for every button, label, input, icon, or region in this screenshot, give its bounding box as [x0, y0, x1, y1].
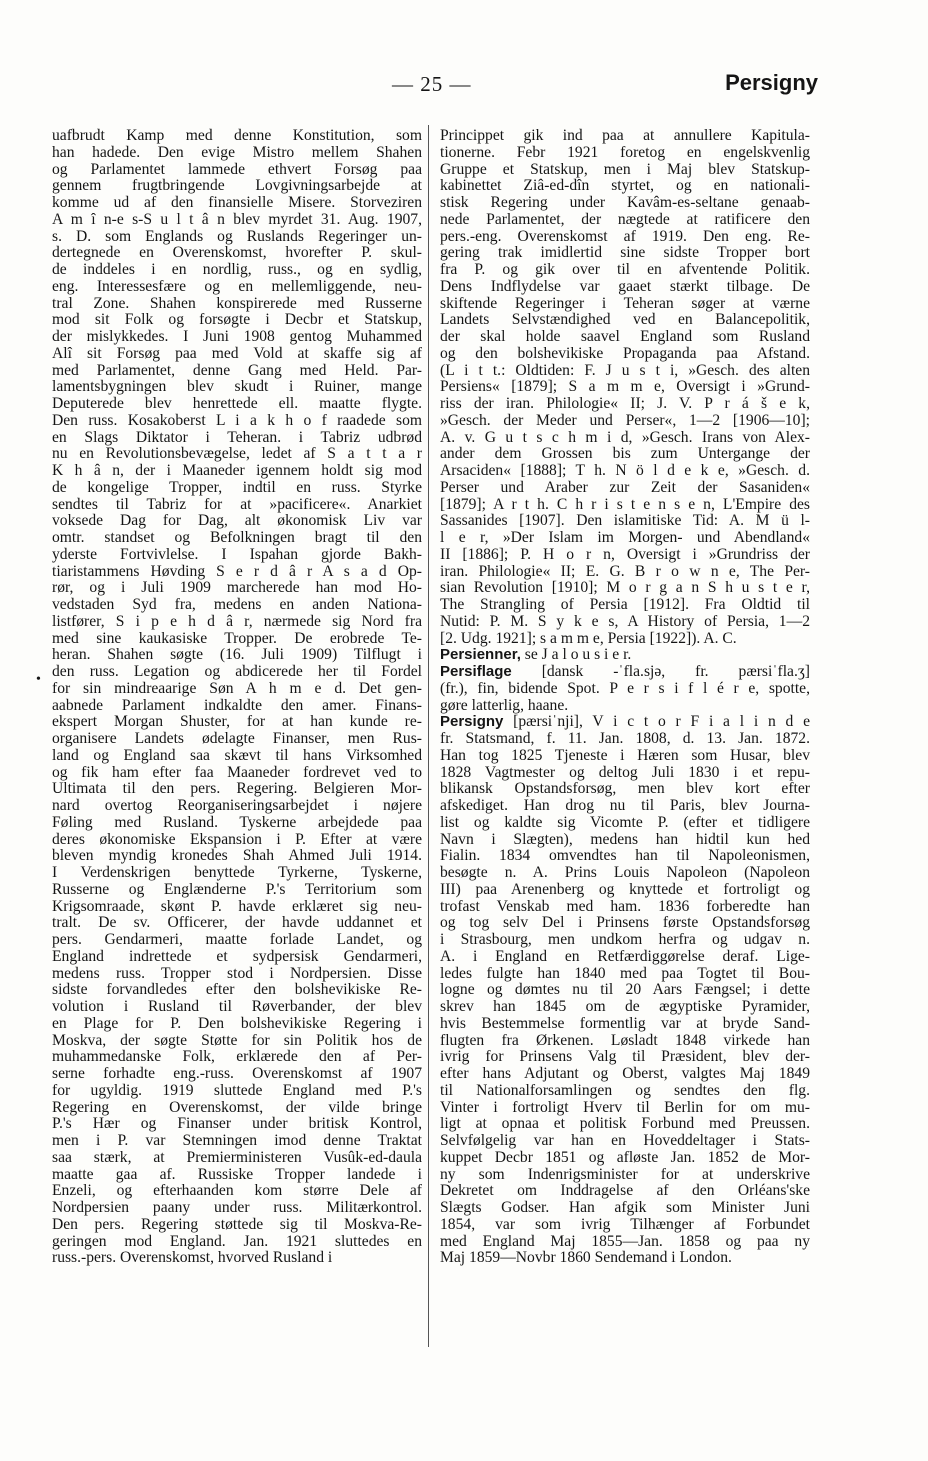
text-line: Nutid: P. M. S y k e s, A History of Persia, 1—2: [440, 612, 810, 630]
right-column: [440, 128, 810, 1267]
text-line: organisere Landets ødelagte Finanser, men Rus-: [52, 730, 422, 747]
text-line: saa stærk, at Premierministeren Vusûk-ed-daula: [52, 1148, 422, 1166]
text-line: Deputerede blev henrettede ell. maatte flygte.: [52, 395, 422, 412]
text-line: vedstaden Syd fra, medens en anden Nationa-: [52, 596, 422, 613]
text-line: en Plage for P. Den bolshevikiske Regering i: [52, 1014, 422, 1032]
text-line: til Nationalforsamlingen og sendtes den flg.: [440, 1081, 810, 1099]
left-column: [52, 128, 422, 1267]
text-line: A. i England en Retfærdiggørelse deraf. Lige-: [440, 947, 810, 965]
text-line: tiaristammens Høvding S e r d â r A s a d Op-: [52, 562, 422, 580]
text-line: yderste Fortvivlelse. I Ispahan gjorde Bakh-: [52, 545, 422, 563]
text-line: Selvfølgelig var han en Hoveddeltager i Stats-: [440, 1132, 810, 1149]
text-line: fr. Statsmand, f. 11. Jan. 1808, d. 13. Jan. 1872.: [440, 730, 810, 747]
text-line: medens russ. Tropper stod i Nordpersien. Disse: [52, 964, 422, 982]
text-line: tionerne. Febr 1921 foretog en engelskvenlig: [440, 143, 810, 161]
text-line: der skal holde saavel England som Rusland: [440, 328, 810, 345]
text-line: Sassanides [1907]. Den islamitiske Tid: A. M ü l-: [440, 512, 810, 530]
text-line: de inddeles i en nordlig, russ., og en sydlig,: [52, 261, 422, 278]
text-line: volution i Rusland til Røverbander, der blev: [52, 998, 422, 1015]
text-line: The Strangling of Persia [1912]. Fra Oldtid til: [440, 596, 810, 613]
text-line: Ultimata til den pers. Regering. Belgieren Mor-: [52, 780, 422, 798]
text-line: med Parlamentet, denne Gang med Held. Par-: [52, 361, 422, 379]
text-line: Arsaciden« [1888]; T h. N ö l d e k e, »Gesch. d.: [440, 462, 810, 479]
text-line: afskediget. Han drog nu til Paris, blev Journa-: [440, 797, 810, 814]
text-line: nede Parlamentet, der nægtede at ratificere den: [440, 210, 810, 228]
text-line: gering trak imidlertid sine sidste Tropper bort: [440, 244, 810, 262]
page-number: — 25 —: [392, 72, 472, 96]
entry-persienner: [440, 647, 810, 664]
text-line: for ugyldig. 1919 sluttede England med P.'s: [52, 1081, 422, 1099]
text-line: Princippet gik ind paa at annullere Kapitula-: [440, 127, 810, 144]
text-line: 1828 Vagtmester og deltog Juli 1830 i et repu-: [440, 763, 810, 781]
text-line: lamentsbygningen blev skudt i Ruiner, mange: [52, 378, 422, 396]
text-line: II [1886]; P. H o r n, Oversigt i »Grundriss der: [440, 545, 810, 563]
text-line: en Slags Diktator i Teheran. i Tabriz udbrød: [52, 428, 422, 446]
text-line: Perser und Araber zur Zeit der Sasaniden«: [440, 478, 810, 496]
text-line: rør, og i Juli 1909 marcherede han mod Ho-: [52, 579, 422, 597]
text-line: de kongelige Tropper, indtil en russ. Styrke: [52, 478, 422, 496]
text-line: ledes fulgte han 1840 med paa Togtet til Bou-: [440, 964, 810, 982]
page-header: [52, 70, 818, 102]
text-line: A m î n-e s-S u l t â n blev myrdet 31. Aug. 1907,: [52, 210, 422, 228]
text-line: stisk Regering under Kavâm-es-seltane genaab-: [440, 194, 810, 211]
text-line: K h â n, der i Maaneder igennem holdt sig mod: [52, 462, 422, 479]
text-line: pers.-eng. Overenskomst af 1919. Den eng. Re-: [440, 227, 810, 245]
text-line: omtr. standset og Befolkningen bragt til den: [52, 529, 422, 546]
text-line: Navn i Slægten), medens han hidtil kun hed: [440, 830, 810, 848]
text-line: Den russ. Kosakoberst L i a k h o f raadede som: [52, 411, 422, 429]
entry-persigny: [440, 714, 810, 731]
column-divider: [428, 125, 429, 1347]
text-line: gøre latterlig, haane.: [440, 696, 569, 714]
margin-mark: •: [36, 672, 41, 687]
text-line: s. D. som Englands og Ruslands Regeringer un-: [52, 227, 422, 245]
text-line: Alî sit Forsøg paa med Vold at skaffe sig af: [52, 344, 422, 362]
text-line: sian Revolution [1910]; M o r g a n S h u s t e r,: [440, 579, 810, 597]
text-line: kuppet Decbr 1851 og afløste Jan. 1852 de Mor-: [440, 1148, 810, 1166]
text-line: der mislykkedes. I Juni 1908 gentog Muhammed: [52, 328, 422, 345]
text-line: muhammedanske Folk, erklærede den af Per-: [52, 1048, 422, 1066]
headword-persienner: Persienner,: [440, 646, 521, 664]
text-line: hvis Bestemmelse formentlig var at bryde Sand-: [440, 1014, 810, 1032]
text-line: Persiens« [1879]; S a m m e, Oversigt i »Grund-: [440, 378, 810, 396]
text-line: Enzeli, og efterhaanden kom større Dele af: [52, 1182, 422, 1200]
text-line: skiftende Regeringer i Teheran søger at værne: [440, 294, 810, 312]
text-line: russ.-pers. Overenskomst, hvorved Rusland i: [52, 1249, 333, 1267]
entry-persiflage: [440, 664, 810, 681]
text-line: nu en Revolutionsbevægelse, ledet af S a t t a r: [52, 445, 422, 463]
text-line: maatte gaa af. Russiske Tropper landede i: [52, 1165, 422, 1183]
text-line: iran. Philologie« II; E. G. B r o w n e, The Per-: [440, 562, 810, 580]
text-line: tral Zone. Shahen konspirerede med Russerne: [52, 294, 422, 312]
text-line: Vinter i fortroligt Hverv til Berlin for om mu-: [440, 1098, 810, 1116]
text-line: A. v. G u t s c h m i d, »Gesch. Irans von Alex-: [440, 428, 810, 446]
text-line: listfører, S i p e h d â r, nærmede sig Nord fra: [52, 612, 422, 630]
headword-persiflage: Persiflage: [440, 663, 512, 680]
text-line: geringen mod England. Jan. 1921 sluttedes en: [52, 1232, 422, 1250]
text-line: Dekretet om Inddragelse af den Orléans'ske: [440, 1182, 810, 1200]
text-line: III) paa Arenenberg og knyttede et fortroligt og: [440, 880, 810, 898]
text-line: blikansk Opstandsforsøg, men blev kort efter: [440, 780, 810, 798]
text-line: Russerne og Englænderne P.'s Territorium som: [52, 880, 422, 898]
text-line: for sin mindreaarige Søn A h m e d. Det gen-: [52, 679, 422, 697]
text-line: flugten fra Ørkenen. Løsladt 1848 virkede han: [440, 1031, 810, 1049]
text-line: og fik ham efter faa Maaneder fordrevet ved to: [52, 763, 422, 781]
running-head: Persigny: [725, 70, 818, 95]
text-line: med England Maj 1855—Jan. 1858 og paa ny: [440, 1232, 810, 1250]
text-line: kabinettet Ziâ-ed-dîn styrtet, og en nationali-: [440, 177, 810, 195]
text-line: [2. Udg. 1921]; s a m m e, Persia [1922]). A. C.: [440, 629, 737, 647]
text-line: voksede Dag for Dag, alt økonomisk Liv var: [52, 512, 422, 530]
text-line: fra P. og gik over til en afventende Politik.: [440, 261, 810, 278]
text-line: og Parlamentet lammede ethvert Forsøg paa: [52, 160, 422, 178]
text-line: pers. Gendarmeri, maatte forlade Landet, og: [52, 931, 422, 948]
text-line: Fialin. 1834 omvendtes han til Napoleonismen,: [440, 847, 810, 865]
text-line: Nordpersien paany under russ. Militærkontrol.: [52, 1199, 422, 1216]
text-line: trofast Venskab med ham. 1836 forberedte han: [440, 897, 810, 915]
text-line: Den pers. Regering støttede sig til Moskva-Re-: [52, 1215, 422, 1233]
text-line: ny som Indenrigsminister for at underskrive: [440, 1165, 810, 1183]
text-line: den russ. Legation og abdicerede her til Fordel: [52, 663, 422, 680]
text-line: uafbrudt Kamp med denne Konstitution, som: [52, 127, 422, 144]
text-line: (L i t t.: Oldtiden: F. J u s t i, »Gesch. des alten: [440, 361, 810, 379]
entry-text: [dansk -ˈfla.sjə, fr. pærsiˈfla.ʒ]: [511, 663, 810, 680]
text-line: 1854, var som ivrig Tilhænger af Forbundet: [440, 1215, 810, 1233]
text-line: mod sit Folk og forsøgte i Decbr et Statskup,: [52, 311, 422, 329]
text-line: i Strasbourg, men undkom herfra og udgav n.: [440, 931, 810, 948]
text-line: Krigsomraade, skønt P. havde erklæret sig neu-: [52, 897, 422, 915]
text-line: I Verdenskrigen benyttede Tyrkerne, Tyskerne,: [52, 864, 422, 881]
text-line: komme ud af den finansielle Misere. Storveziren: [52, 194, 422, 211]
text-line: tralt. De sv. Officerer, der havde uddannet et: [52, 914, 422, 932]
text-line: Slægts Godser. Han afgik som Minister Juni: [440, 1199, 810, 1216]
text-line: men i P. var Stemningen imod denne Traktat: [52, 1132, 422, 1149]
text-line: riss der iran. Philologie« II; J. V. P r á š e k,: [440, 395, 810, 412]
text-line: sendtes til Tabriz for at »pacificere«. Anarkiet: [52, 495, 422, 513]
headword-persigny: Persigny: [440, 713, 504, 731]
text-line: ekspert Morgan Shuster, for at han kunde re-: [52, 713, 422, 731]
text-line: (fr.), fin, bidende Spot. P e r s i f l é r e, spotte,: [440, 679, 810, 697]
text-line: heran. Shahen søgte (16. Juli 1909) Tilflugt i: [52, 646, 422, 664]
text-line: logne og dømtes nu til 20 Aars Fængsel; i dette: [440, 981, 810, 999]
entry-text: [pærsiˈnji], V i c t o r F i a l i n d e: [503, 713, 810, 731]
text-line: aabnede Parlament indkaldte den amer. Finans-: [52, 696, 422, 714]
text-line: Moskva, der søgte Støtte for sin Politik hos de: [52, 1031, 422, 1049]
text-line: Gruppe et Statskup, men i Maj blev Statskup-: [440, 160, 810, 178]
text-line: Landets Selvstændighed ved en Balancepolitik,: [440, 311, 810, 329]
text-line: ligt at opnaa et politisk Forbund med Preussen.: [440, 1115, 810, 1133]
text-line: [1879]; A r t h. C h r i s t e n s e n, L'Empire des: [440, 495, 810, 513]
text-line: eng. Interessesfære og en mellemliggende, neu-: [52, 277, 422, 295]
text-line: sidste forvandledes efter den bolshevikiske Re-: [52, 981, 422, 999]
text-line: land og England saa skævt til hans Virksomhed: [52, 746, 422, 764]
text-line: han hadede. Den evige Mistro mellem Shahen: [52, 143, 422, 161]
text-line: besøgte n. A. Prins Louis Napoleon (Napoleon: [440, 864, 810, 881]
text-line: list og kaldte sig Vicomte P. (efter et tidligere: [440, 813, 810, 831]
text-line: »Gesch. der Meder und Perser«, 1—2 [1906—10];: [440, 411, 810, 429]
entry-text: se J a l o u s i e r.: [520, 646, 632, 664]
text-line: serne forhadte eng.-russ. Overenskomst af 1907: [52, 1065, 422, 1082]
text-line: deres økonomiske Ekspansion i P. Efter at være: [52, 830, 422, 848]
text-line: P.'s Hær og Finanser under britisk Kontrol,: [52, 1115, 422, 1133]
text-line: skrev han 1845 om de ægyptiske Pyramider,: [440, 998, 810, 1015]
text-line: og tog selv Del i Prinsens første Opstandsforsøg: [440, 914, 810, 932]
text-line: Han tog 1825 Tjeneste i Hæren som Husar, blev: [440, 746, 810, 764]
text-line: Maj 1859—Novbr 1860 Sendemand i London.: [440, 1249, 732, 1267]
text-line: dertegnede en Overenskomst, hvorefter P. skul-: [52, 244, 422, 262]
text-line: gennem frugtbringende Lovgivningsarbejde at: [52, 177, 422, 195]
text-line: Dens Indflydelse var gaaet stærkt tilbage. De: [440, 277, 810, 295]
text-line: England indrettede et sydpersisk Gendarmeri,: [52, 947, 422, 965]
text-line: Regering en Overenskomst, der vilde bringe: [52, 1098, 422, 1116]
text-line: efter hans Adjutant og Oberst, valgtes Maj 1849: [440, 1065, 810, 1082]
text-line: og den bolshevikiske Propaganda paa Afstand.: [440, 344, 810, 362]
text-line: med sine kaukasiske Tropper. De erobrede Te-: [52, 629, 422, 647]
text-line: ander dem Grossen bis zum Untergange der: [440, 445, 810, 463]
text-line: bleven myndig kronedes Shah Ahmed Juli 1914.: [52, 847, 422, 865]
text-line: nard overtog Reorganiseringsarbejdet i nøjere: [52, 797, 422, 814]
text-line: l e r, »Der Islam im Morgen- und Abendland«: [440, 529, 810, 546]
text-line: Føling med Rusland. Tyskerne arbejdede paa: [52, 813, 422, 831]
text-line: ivrig for Prinsens Valg til Præsident, blev der-: [440, 1048, 810, 1066]
